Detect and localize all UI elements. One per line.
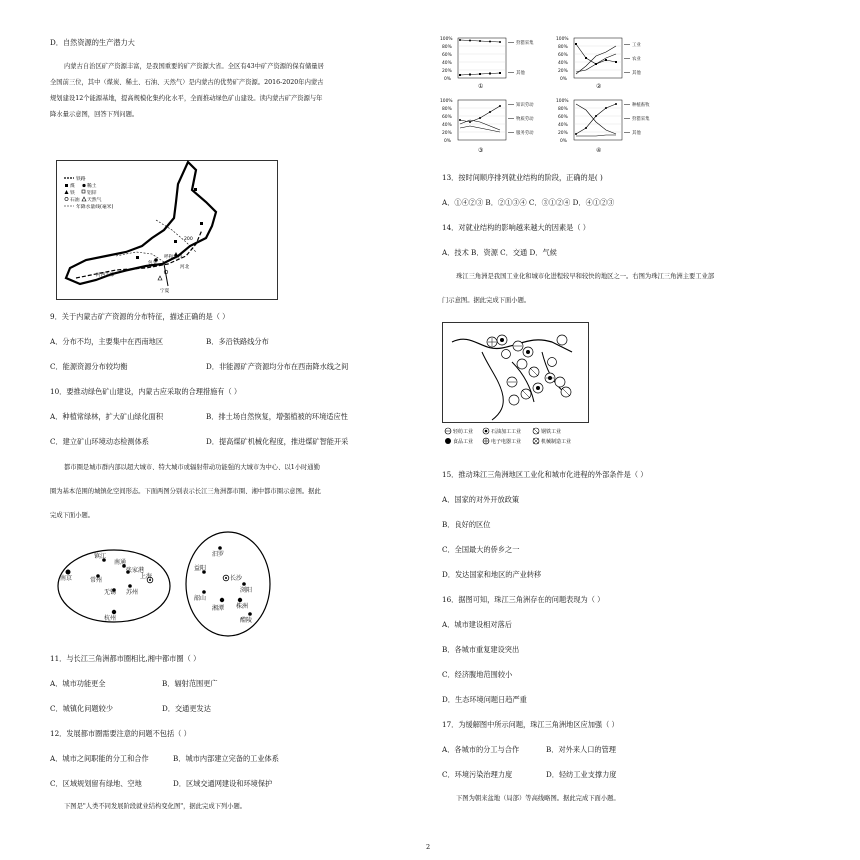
question-17-option-a[interactable]: A．各城市的分工与合作: [442, 745, 520, 754]
question-16-option-d[interactable]: D．生态环境问题日趋严重: [442, 695, 527, 704]
legend-gas: 天然气: [87, 198, 102, 203]
city-zhenjiang: 镇江: [94, 553, 107, 560]
question-16-option-a[interactable]: A．城市建设相对落后: [442, 620, 512, 629]
intro-paragraph-line: 完成下面小题。: [50, 512, 95, 519]
option-d-line: D．自然资源的生产潜力大: [50, 38, 135, 47]
intro-paragraph-line: 都市圈是城市群内部以超大城市、特大城市或辐射带动功能强的大城市为中心、以1小时通勤: [64, 464, 320, 471]
legend-oil: 石油: [70, 198, 80, 203]
inner-mongolia-map: [56, 160, 278, 300]
tick-60: 60%: [558, 53, 568, 58]
legend-iron: 铁: [70, 191, 75, 196]
chart-2-series-1: 工业: [632, 43, 641, 48]
chart-2: [556, 36, 641, 90]
question-10-option-c[interactable]: C．建立矿山环境动态检测体系: [50, 437, 149, 446]
question-12-option-c[interactable]: C．区域规划留有绿地、空地: [50, 779, 142, 788]
question-12-option-b[interactable]: B．城市内部建立完备的工业体系: [173, 754, 279, 763]
chart-3: [440, 98, 534, 154]
legend-petroleum: 石油加工工业: [491, 429, 522, 435]
tick-80: 80%: [558, 107, 568, 112]
intro-paragraph-line: 珠江三角洲是我国工业化和城市化进程较早和较快的地区之一。右图为珠江三角洲主要工业部: [456, 273, 715, 280]
question-14-stem: 14．对就业结构的影响越来越大的因素是（ ）: [442, 223, 590, 232]
tick-0: 0%: [560, 77, 567, 82]
tick-100: 100%: [440, 37, 453, 42]
tick-40: 40%: [442, 61, 452, 66]
question-12-option-a[interactable]: A．城市之间职能的分工和合作: [50, 754, 149, 763]
question-15-option-d[interactable]: D．发达国家和地区的产业转移: [442, 570, 542, 579]
intro-paragraph-line: 规划建设12个能源基地，提高规模化集约化水平，全面推动绿色矿山建设。读内蒙古矿产资源与年: [50, 95, 323, 102]
intro-paragraph-line: 内蒙古自治区矿产资源丰富，是我国重要的矿产资源大省。全区有43中矿产资源的保有储量居: [64, 63, 324, 70]
tick-20: 20%: [442, 131, 452, 136]
chart-1-label: ①: [478, 83, 484, 90]
question-12-option-d[interactable]: D．区域交通网建设和环境保护: [173, 779, 273, 788]
city-changzhou: 常州: [90, 577, 103, 584]
tick-40: 40%: [558, 61, 568, 66]
legend-aluminum-zinc: 铝锌: [87, 191, 97, 196]
question-15-option-c[interactable]: C．全国最大的侨乡之一: [442, 545, 520, 554]
question-11-stem: 11．与长江三角洲都市圈相比,湘中都市圈（ ）: [50, 654, 201, 663]
legend-precip: 年降水量线(毫米): [76, 205, 114, 210]
city-zhuzhou: 株洲: [236, 603, 249, 610]
intro-paragraph-line: 下图是"人类不同发展阶段就业结构变化图"，据此完成下列小题。: [64, 803, 247, 810]
city-liuyang: 浏阳: [240, 587, 253, 594]
label-hebei: 河北: [180, 265, 190, 270]
intro-paragraph-line: 圈为基本范围的城镇化空间形态。下面两图分别表示长江三角洲都市圈、湘中都市圈示意图。据此: [50, 488, 321, 495]
legend-textile: 轻纺工业: [453, 429, 474, 435]
tick-100: 100%: [556, 37, 569, 42]
label-hexi: 河西走廊: [96, 273, 115, 278]
city-shanghai: 上海: [140, 573, 153, 580]
question-16-option-c[interactable]: C．经济腹地范围较小: [442, 670, 513, 679]
question-9-option-c[interactable]: C．能源资源分布较均衡: [50, 362, 128, 371]
city-nanjing: 南京: [60, 575, 73, 582]
question-9-stem: 9．关于内蒙古矿产资源的分布特征，描述正确的是（ ）: [50, 312, 230, 321]
tick-40: 40%: [442, 123, 452, 128]
tick-60: 60%: [442, 115, 452, 120]
city-miluo: 汨罗: [212, 551, 225, 558]
question-15-stem: 15．推动珠江三角洲地区工业化和城市化进程的外部条件是（ ）: [442, 470, 648, 479]
coal-symbol: [194, 188, 197, 191]
employment-structure-charts: [438, 34, 678, 158]
chart-1: [440, 36, 534, 90]
legend-steel: 钢铁工业: [541, 429, 562, 435]
question-17-option-c[interactable]: C．环境污染治理力度: [442, 770, 513, 779]
chart-4-series-3: 其他: [632, 131, 641, 136]
question-17-stem: 17．为缓解图中所示问题，珠江三角洲地区应加强（ ）: [442, 720, 619, 729]
question-16-option-b[interactable]: B．各城市重复建设突出: [442, 645, 520, 654]
city-shaoshan: 韶山: [194, 595, 207, 602]
city-yiyang: 益阳: [194, 565, 207, 572]
question-9-option-d[interactable]: D．非能源矿产资源均分布在西南降水线之间: [206, 362, 349, 371]
city-wuxi: 无锡: [104, 589, 117, 596]
tick-100: 100%: [440, 99, 453, 104]
chart-3-series-2: 物质劳动: [516, 117, 534, 122]
tick-80: 80%: [558, 45, 568, 50]
chart-2-series-2: 农业: [632, 57, 641, 62]
question-17-option-b[interactable]: B．对外来人口的管理: [546, 745, 616, 754]
tick-40: 40%: [558, 123, 568, 128]
tick-20: 20%: [558, 69, 568, 74]
legend-food: 食品工业: [453, 439, 474, 445]
tick-0: 0%: [444, 77, 451, 82]
tick-20: 20%: [558, 131, 568, 136]
left-column: [46, 0, 446, 860]
question-15-option-a[interactable]: A．国家的对外开放政策: [442, 495, 520, 504]
chart-4-series-1: 种植畜牧: [632, 103, 650, 108]
question-10-option-d[interactable]: D．提高煤矿机械化程度，推进煤矿智能开采: [206, 437, 349, 446]
question-11-option-d[interactable]: D．交通更发达: [162, 704, 211, 713]
chart-3-label: ③: [478, 147, 484, 154]
intro-paragraph-line: 全国前三位，其中（煤炭、稀土、石油、天然气）是内蒙古的优势矿产资源。2016-2020年内蒙古: [50, 79, 324, 86]
tick-80: 80%: [442, 107, 452, 112]
tick-0: 0%: [560, 139, 567, 144]
coal-symbol: [200, 222, 203, 225]
city-liling: 醴陵: [240, 617, 253, 624]
metro-area-figures: [54, 528, 294, 640]
chart-2-series-3: 其他: [632, 71, 641, 76]
chart-3-series-1: 知识劳动: [516, 103, 534, 108]
label-baotou: 包头: [148, 261, 158, 266]
question-13-stem: 13．按时间顺序排列就业结构的阶段，正确的是( ): [442, 173, 603, 182]
question-12-stem: 12．发展都市圈需要注意的问题不包括（ ）: [50, 729, 191, 738]
tick-60: 60%: [442, 53, 452, 58]
chart-3-series-3: 服务劳动: [516, 131, 534, 136]
city-zhangjiagang: 张家港: [126, 567, 145, 574]
tick-60: 60%: [558, 115, 568, 120]
question-10-stem: 10．要推动绿色矿山建设，内蒙古应采取的合理措施有（ ）: [50, 387, 242, 396]
pearl-river-delta-map: [442, 322, 598, 448]
intro-paragraph-line: 门示意图。据此完成下面小题。: [442, 297, 531, 304]
city-xiangtan: 湘潭: [212, 605, 225, 612]
chart-4: [556, 98, 650, 154]
legend-railway: 铁路: [76, 177, 86, 182]
question-9-option-b[interactable]: B．多沿铁路线分布: [206, 337, 269, 346]
chart-1-series-1: 狩猎采集: [516, 41, 534, 46]
city-changsha: 长沙: [230, 575, 243, 582]
chart-4-label: ④: [596, 147, 602, 154]
question-13-options[interactable]: A．①④②③ B．②①③④ C．③①②④ D．④①②③: [442, 198, 615, 207]
question-11-option-a[interactable]: A．城市功能更全: [50, 679, 106, 688]
tick-20: 20%: [442, 69, 452, 74]
prd-legend: [445, 428, 571, 445]
legend-electronics: 电子电器工业: [491, 439, 522, 445]
question-15-option-b[interactable]: B．良好的区位: [442, 520, 491, 529]
right-column: [438, 0, 838, 860]
xz-ellipse: [186, 532, 270, 636]
chart-2-label: ②: [596, 83, 602, 90]
question-9-option-a[interactable]: A．分布不均，主要集中在西南地区: [50, 337, 164, 346]
legend-machinery: 机械制造工业: [541, 439, 572, 445]
city-suzhou: 苏州: [126, 589, 139, 596]
question-16-stem: 16．据图可知，珠江三角洲存在的问题表现为（ ）: [442, 595, 605, 604]
question-17-option-d[interactable]: D．轻纺工业支撑力度: [546, 770, 617, 779]
page-number: 2: [426, 843, 431, 851]
label-hohhot: 呼和浩特: [164, 255, 183, 260]
intro-paragraph-line: 降水量示意图，回答下列问题。: [50, 111, 139, 118]
coal-symbol: [136, 256, 139, 259]
label-ningxia: 宁夏: [160, 289, 170, 294]
legend-rare-earth: 稀土: [87, 184, 97, 189]
city-hangzhou: 杭州: [104, 615, 117, 622]
question-14-options[interactable]: A．技术 B．资源 C．交通 D．气候: [442, 248, 557, 257]
tick-80: 80%: [442, 45, 452, 50]
question-10-option-a[interactable]: A．种植常绿林，扩大矿山绿化面积: [50, 412, 164, 421]
question-10-option-b[interactable]: B．排土场自然恢复，增强植被的环境适应性: [206, 412, 348, 421]
chart-1-series-2: 其他: [516, 71, 525, 76]
coal-symbol: [174, 240, 177, 243]
question-11-option-c[interactable]: C．城镇化问题较少: [50, 704, 114, 713]
legend-coal: 煤: [70, 184, 75, 189]
city-nantong: 南通: [114, 559, 127, 566]
question-11-option-b[interactable]: B．辐射范围更广: [162, 679, 218, 688]
tick-100: 100%: [556, 99, 569, 104]
intro-paragraph-line: 下图为朝来盆地（局部）等高线略图。据此完成下面小题。: [456, 795, 620, 802]
tick-0: 0%: [444, 139, 451, 144]
label-200: 200: [184, 237, 193, 242]
chart-4-series-2: 狩猎采集: [632, 117, 650, 122]
